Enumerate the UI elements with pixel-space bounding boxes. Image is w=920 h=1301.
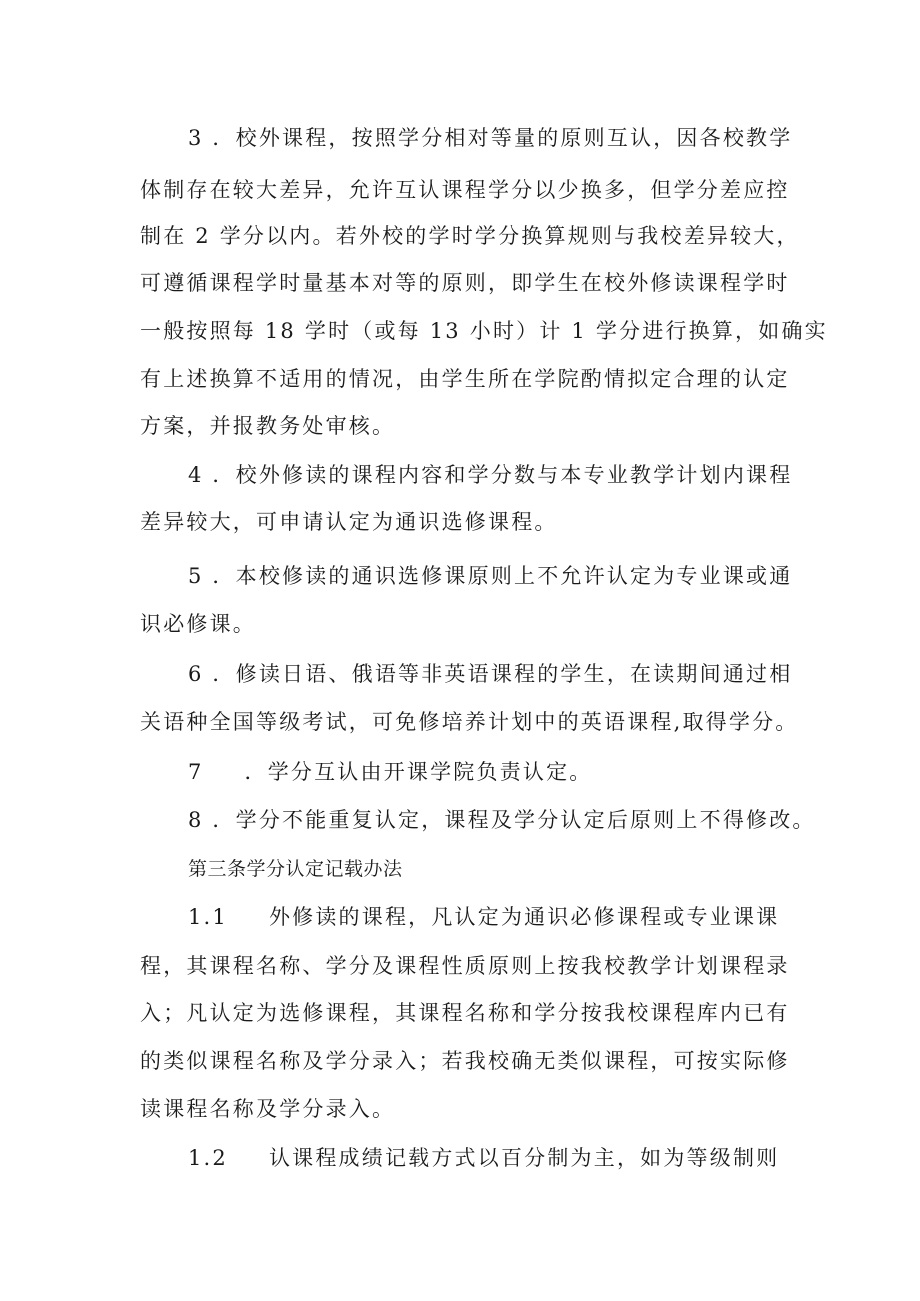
paragraph-4-line-2: 差异较大，可申请认定为通识选修课程。 — [140, 510, 558, 534]
paragraph-3-line-2: 体制存在较大差异，允许互认课程学分以少换多，但学分差应控 — [140, 178, 790, 202]
paragraph-3-line-6: 有上述换算不适用的情况，由学生所在学院酌情拟定合理的认定 — [140, 367, 790, 391]
paragraph-1-1-line-4: 的类似课程名称及学分录入；若我校确无类似课程，可按实际修 — [140, 1049, 790, 1073]
paragraph-3-line-3: 制在 2 学分以内。若外校的学时学分换算规则与我校差异较大， — [140, 224, 800, 248]
paragraph-3-line-1: 3 ．校外课程，按照学分相对等量的原则互认，因各校教学 — [188, 126, 793, 150]
paragraph-5-line-2: 识必修课。 — [140, 612, 256, 636]
paragraph-1-2-line-1: 1.2 认课程成绩记载方式以百分制为主，如为等级制则 — [188, 1146, 780, 1170]
paragraph-3-line-7: 方案，并报教务处审核。 — [140, 414, 396, 438]
paragraph-1-1-line-1: 1.1 外修读的课程，凡认定为通识必修课程或专业课课 — [188, 905, 780, 929]
paragraph-5-line-1: 5 ．本校修读的通识选修课原则上不允许认定为专业课或通 — [188, 564, 793, 588]
article-3-heading: 第三条学分认定记载办法 — [188, 858, 403, 880]
paragraph-1-1-line-5: 读课程名称及学分录入。 — [140, 1097, 396, 1121]
paragraph-8: 8 ．学分不能重复认定，课程及学分认定后原则上不得修改。 — [188, 808, 816, 832]
paragraph-6-line-1: 6 ．修读日语、俄语等非英语课程的学生，在读期间通过相 — [188, 662, 793, 686]
paragraph-7: 7 ．学分互认由开课学院负责认定。 — [188, 760, 593, 784]
paragraph-3-line-5: 一般按照每 18 学时（或每 13 小时）计 1 学分进行换算，如确实 — [140, 319, 828, 343]
paragraph-6-line-2: 关语种全国等级考试，可免修培养计划中的英语课程,取得学分。 — [140, 710, 799, 734]
paragraph-4-line-1: 4 ．校外修读的课程内容和学分数与本专业教学计划内课程 — [188, 463, 793, 487]
paragraph-1-1-line-3: 入；凡认定为选修课程，其课程名称和学分按我校课程库内已有 — [140, 1001, 790, 1025]
paragraph-3-line-4: 可遵循课程学时量基本对等的原则，即学生在校外修读课程学时 — [140, 271, 790, 295]
paragraph-1-1-line-2: 程，其课程名称、学分及课程性质原则上按我校教学计划课程录 — [140, 954, 790, 978]
